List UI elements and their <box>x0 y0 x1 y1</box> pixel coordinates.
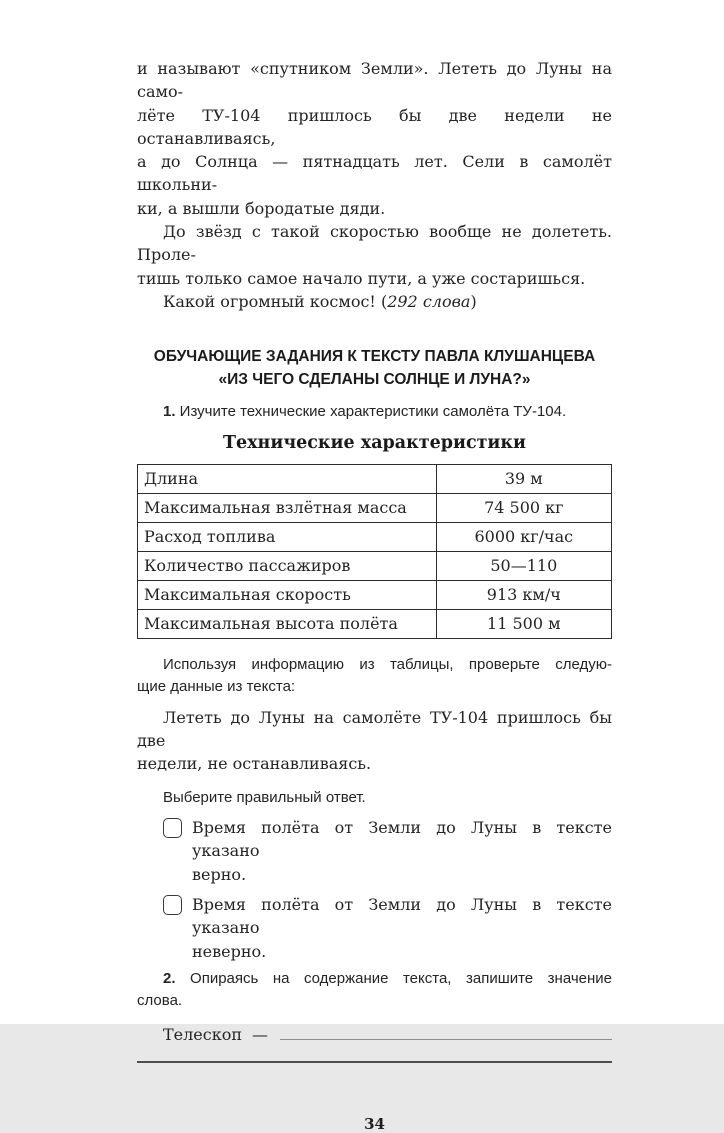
table-row <box>138 551 612 580</box>
definition-dash: — <box>252 1024 269 1044</box>
spec-value: 6000 кг/час <box>436 522 611 551</box>
intro-line: До звёзд с такой скоростью вообще не долететь. Проле- <box>137 222 612 265</box>
task-2-number: 2. <box>163 969 176 987</box>
specs-table <box>137 464 612 639</box>
task-2-line <box>137 968 612 991</box>
choose-answer-prompt: Выберите правильный ответ. <box>163 788 366 806</box>
option-line: Время полёта от Земли до Луны в тексте указано <box>192 818 612 861</box>
intro-line: а до Солнца — пятнадцать лет. Сели в самолёт школьни- <box>137 152 612 195</box>
instruction-line: Используя информацию из таблицы, проверьте следую- <box>163 655 612 673</box>
table-row <box>138 609 612 638</box>
option-text <box>192 893 612 963</box>
spec-label: Максимальная взлётная масса <box>138 493 437 522</box>
spec-label: Длина <box>138 464 437 493</box>
definition-term: Телескоп <box>163 1024 243 1044</box>
intro-closing-line <box>137 290 612 313</box>
spec-value: 50—110 <box>436 551 611 580</box>
table-check-instruction <box>137 654 612 699</box>
spec-label: Максимальная высота полёта <box>138 609 437 638</box>
intro-line: и называют «спутником Земли». Лететь до Луны на само- <box>137 59 612 102</box>
table-row <box>138 464 612 493</box>
spec-value: 913 км/ч <box>436 580 611 609</box>
checkbox-icon[interactable] <box>163 818 182 838</box>
answer-option-correct[interactable] <box>137 816 612 886</box>
task-1-text: Изучите технические характеристики самолёта ТУ-104. <box>175 403 567 421</box>
intro-line: тишь только самое начало пути, а уже состаришься. <box>137 268 586 288</box>
option-line: Время полёта от Земли до Луны в тексте указано <box>192 895 612 938</box>
text-quote <box>137 706 612 776</box>
spec-value: 39 м <box>436 464 611 493</box>
option-text <box>192 816 612 886</box>
spec-label: Расход топлива <box>138 522 437 551</box>
spec-value: 74 500 кг <box>436 493 611 522</box>
section-heading-line1: ОБУЧАЮЩИЕ ЗАДАНИЯ К ТЕКСТУ ПАВЛА КЛУШАНЦЕВА <box>153 348 596 366</box>
word-count: 292 слова <box>387 291 471 311</box>
table-title: Технические характеристики <box>222 432 527 453</box>
section-heading <box>137 345 612 391</box>
checkbox-icon[interactable] <box>163 895 182 915</box>
page-number: 34 <box>364 1115 385 1133</box>
intro-line: ки, а вышли бородатые дяди. <box>137 198 386 218</box>
quote-line: Лететь до Луны на самолёте ТУ-104 пришлось бы две <box>137 707 612 751</box>
table-row <box>138 580 612 609</box>
answer-option-incorrect[interactable] <box>137 893 612 963</box>
intro-paragraphs <box>137 57 612 313</box>
footer-divider <box>137 1061 612 1063</box>
task-2-instruction <box>137 968 612 1013</box>
table-row <box>138 493 612 522</box>
intro-closing-text: Какой огромный космос! ( <box>163 291 388 311</box>
spec-label: Максимальная скорость <box>138 580 437 609</box>
option-line: неверно. <box>192 941 267 961</box>
instruction-line: щие данные из текста: <box>137 678 296 696</box>
section-heading-line2: «ИЗ ЧЕГО СДЕЛАНЫ СОЛНЦЕ И ЛУНА?» <box>218 371 531 389</box>
task-1-instruction <box>137 401 612 424</box>
task-2-text: Опираясь на содержание текста, запишите значение <box>175 969 612 987</box>
task-2-line: слова. <box>137 992 183 1010</box>
spec-label: Количество пассажиров <box>138 551 437 580</box>
table-row <box>138 522 612 551</box>
task-1-number: 1. <box>163 403 176 421</box>
definition-blank-field[interactable] <box>280 1022 612 1040</box>
intro-closing-paren: ) <box>470 291 477 311</box>
option-line: верно. <box>192 864 247 884</box>
definition-row <box>137 1022 612 1046</box>
spec-value: 11 500 м <box>436 609 611 638</box>
quote-line: недели, не останавливаясь. <box>137 754 372 774</box>
intro-line: лёте ТУ-104 пришлось бы две недели не останавливаясь, <box>137 105 612 148</box>
